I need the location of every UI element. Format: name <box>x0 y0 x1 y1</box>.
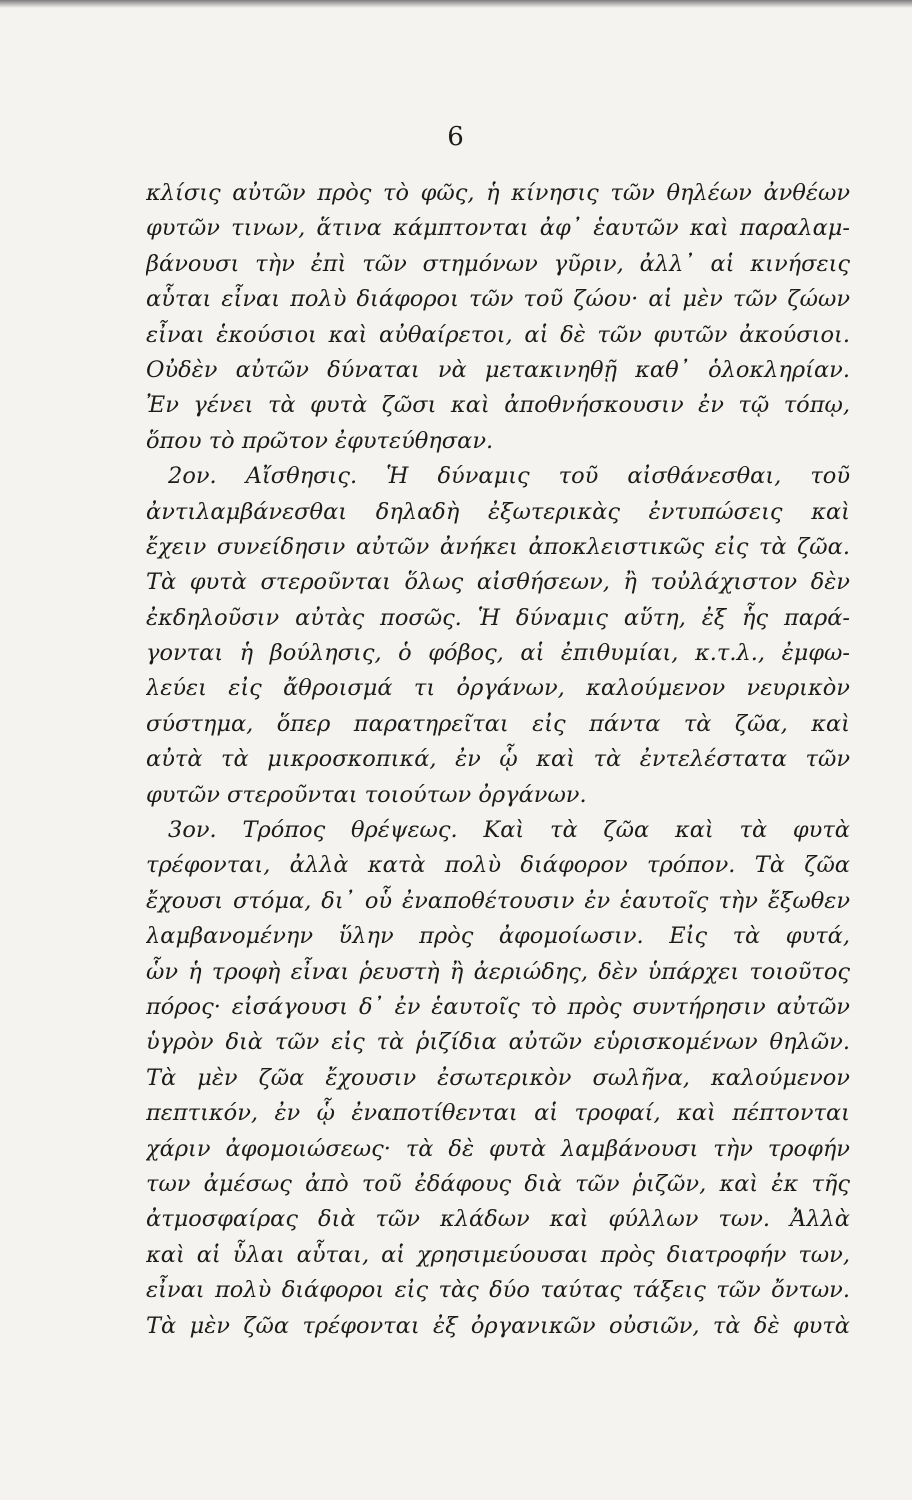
text-line: πεπτικόν, ἐν ᾧ ἐναποτίθενται αἱ τροφαί, καὶ πέπτονται <box>146 1100 850 1127</box>
page-number: 6 <box>447 122 465 152</box>
text-line: των ἀμέσως ἀπὸ τοῦ ἐδάφους διὰ τῶν ῥιζῶν, καὶ ἐκ τῆς <box>146 1170 850 1197</box>
text-line: λαμβανομένην ὕλην πρὸς ἀφομοίωσιν. Εἰς τὰ φυτά, <box>146 923 850 950</box>
text-line: Ἐν γένει τὰ φυτὰ ζῶσι καὶ ἀποθνήσκουσιν ἐν τῷ τόπῳ, <box>146 392 850 419</box>
text-line: Τὰ μὲν ζῶα τρέφονται ἐξ ὀργανικῶν οὐσιῶν, τὰ δὲ φυτὰ <box>146 1312 850 1339</box>
text-line: εἶναι ἑκούσιοι καὶ αὐθαίρετοι, αἱ δὲ τῶν φυτῶν ἀκούσιοι. <box>146 321 850 348</box>
text-line: Οὐδὲν αὐτῶν δύναται νὰ μετακινηθῇ καθ᾽ ὁλοκληρίαν. <box>146 356 850 383</box>
text-line: αὗται εἶναι πολὺ διάφοροι τῶν τοῦ ζώου· αἱ μὲν τῶν ζώων <box>146 286 850 313</box>
text-line: πόρος· εἰσάγουσι δ᾽ ἐν ἑαυτοῖς τὸ πρὸς συντήρησιν αὐτῶν <box>146 993 850 1020</box>
body-text <box>146 176 850 1344</box>
text-line: 3ον. Τρόπος θρέψεως. Καὶ τὰ ζῶα καὶ τὰ φυτὰ <box>168 817 850 844</box>
text-line: βάνουσι τὴν ἐπὶ τῶν στημόνων γῦριν, ἀλλ᾽ αἱ κινήσεις <box>146 250 850 277</box>
text-line: Τὰ μὲν ζῶα ἔχουσιν ἐσωτερικὸν σωλῆνα, καλούμενον <box>146 1064 850 1091</box>
text-line: καὶ αἱ ὗλαι αὗται, αἱ χρησιμεύουσαι πρὸς διατροφήν των, <box>146 1241 850 1268</box>
text-line: γονται ἡ βούλησις, ὁ φόβος, αἱ ἐπιθυμίαι, κ.τ.λ., ἐμφω- <box>146 640 850 667</box>
text-line: 2ον. Αἴσθησις. Ἡ δύναμις τοῦ αἰσθάνεσθαι, τοῦ <box>168 463 850 490</box>
text-line: λεύει εἰς ἄθροισμά τι ὀργάνων, καλούμενον νευρικὸν <box>146 675 850 702</box>
text-line: Τὰ φυτὰ στεροῦνται ὅλως αἰσθήσεων, ἢ τοὐλάχιστον δὲν <box>146 569 850 596</box>
text-line: ἔχουσι στόμα, δι᾽ οὗ ἐναποθέτουσιν ἐν ἑαυτοῖς τὴν ἔξωθεν <box>146 887 850 914</box>
text-line: ἐκδηλοῦσιν αὐτὰς ποσῶς. Ἡ δύναμις αὕτη, ἐξ ἧς παρά- <box>146 604 850 631</box>
text-line: ἀτμοσφαίρας διὰ τῶν κλάδων καὶ φύλλων των. Ἀλλὰ <box>146 1206 850 1233</box>
page-top-shadow <box>0 0 912 8</box>
text-line: σύστημα, ὅπερ παρατηρεῖται εἰς πάντα τὰ ζῶα, καὶ <box>146 710 850 737</box>
text-line: φυτῶν στεροῦνται τοιούτων ὀργάνων. <box>146 781 587 808</box>
text-line: εἶναι πολὺ διάφοροι εἰς τὰς δύο ταύτας τάξεις τῶν ὄντων. <box>146 1277 850 1304</box>
text-line: φυτῶν τινων, ἅτινα κάμπτονται ἀφ᾽ ἑαυτῶν καὶ παραλαμ- <box>146 215 850 242</box>
text-line: ἀντιλαμβάνεσθαι δηλαδὴ ἐξωτερικὰς ἐντυπώσεις καὶ <box>146 498 850 525</box>
text-line: ὅπου τὸ πρῶτον ἐφυτεύθησαν. <box>146 427 494 454</box>
text-line: ὧν ἡ τροφὴ εἶναι ῥευστὴ ἢ ἀεριώδης, δὲν ὑπάρχει τοιοῦτος <box>146 958 850 985</box>
text-line: αὐτὰ τὰ μικροσκοπικά, ἐν ᾧ καὶ τὰ ἐντελέστατα τῶν <box>146 746 850 773</box>
text-line: ὑγρὸν διὰ τῶν εἰς τὰ ῥιζίδια αὐτῶν εὑρισκομένων θηλῶν. <box>146 1029 850 1056</box>
text-line: χάριν ἀφομοιώσεως· τὰ δὲ φυτὰ λαμβάνουσι τὴν τροφήν <box>146 1135 850 1162</box>
text-line: τρέφονται, ἀλλὰ κατὰ πολὺ διάφορον τρόπον. Τὰ ζῶα <box>146 852 850 879</box>
text-line: κλίσις αὐτῶν πρὸς τὸ φῶς, ἡ κίνησις τῶν θηλέων ἀνθέων <box>146 180 850 206</box>
text-line: ἔχειν συνείδησιν αὐτῶν ἀνήκει ἀποκλειστικῶς εἰς τὰ ζῶα. <box>146 533 850 560</box>
